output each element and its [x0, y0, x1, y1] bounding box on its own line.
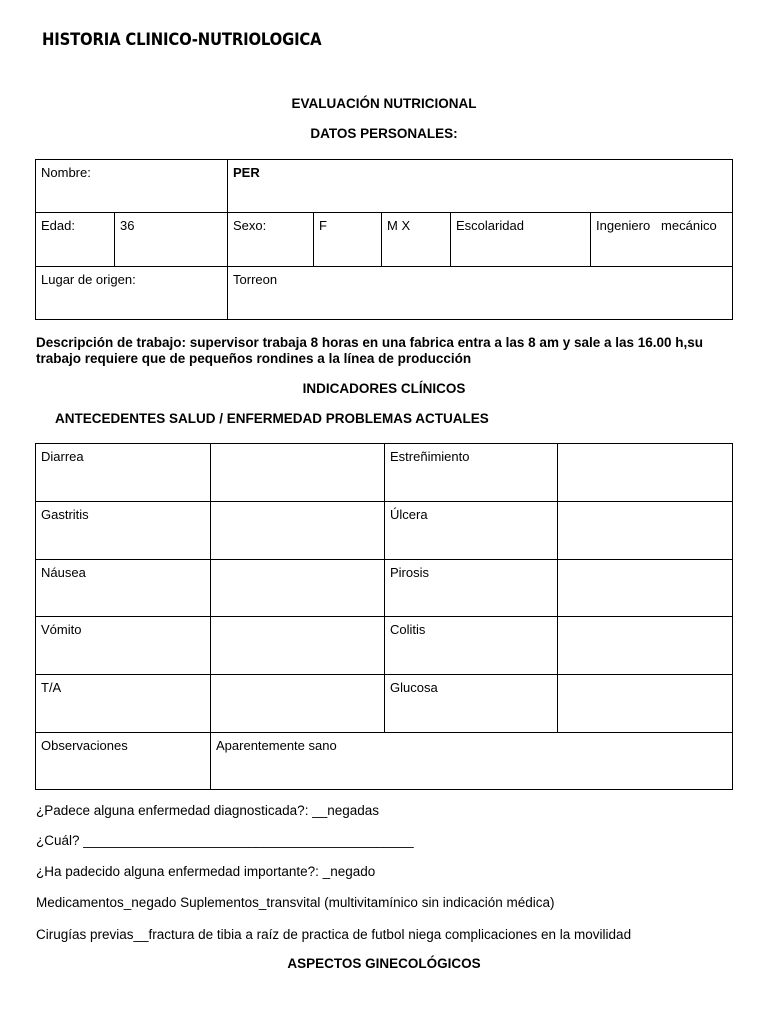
- indicator-label: Úlcera: [385, 502, 558, 560]
- table-row: [36, 675, 733, 733]
- edad-value: 36: [115, 213, 228, 267]
- indicator-value: [558, 502, 733, 560]
- indicator-label: Náusea: [36, 560, 211, 617]
- lugar-origen-label: Lugar de origen:: [36, 267, 228, 320]
- nombre-label: Nombre:: [36, 160, 228, 213]
- indicator-value: [211, 502, 385, 560]
- indicator-label: T/A: [36, 675, 211, 733]
- indicator-label: Diarrea: [36, 444, 211, 502]
- question-padece: ¿Padece alguna enfermedad diagnosticada?: __negadas: [36, 803, 380, 818]
- indicator-label: Gastritis: [36, 502, 211, 560]
- indicator-label: Colitis: [385, 617, 558, 675]
- question-cual: ¿Cuál? ____________________________________________: [36, 833, 414, 848]
- indicator-value: [211, 617, 385, 675]
- escolaridad-label: Escolaridad: [451, 213, 591, 267]
- indicator-value: [558, 617, 733, 675]
- nombre-value: PER: [228, 160, 733, 213]
- indicator-value: [558, 675, 733, 733]
- heading-indicadores-clinicos: INDICADORES CLÍNICOS: [302, 381, 466, 396]
- edad-label: Edad:: [36, 213, 115, 267]
- sexo-label: Sexo:: [228, 213, 314, 267]
- indicator-value: [558, 560, 733, 617]
- indicator-value: [211, 675, 385, 733]
- document-title: HISTORIA CLINICO-NUTRIOLOGICA: [42, 30, 322, 49]
- medicamentos-suplementos: Medicamentos_negado Suplementos_transvital (multivitamínico sin indicación médica): [36, 895, 555, 910]
- heading-antecedentes: ANTECEDENTES SALUD / ENFERMEDAD PROBLEMAS ACTUALES: [55, 411, 489, 426]
- indicator-label: Pirosis: [385, 560, 558, 617]
- table-row: [36, 444, 733, 502]
- cirugias-previas: Cirugías previas__fractura de tibia a raíz de practica de futbol niega complicaciones en la movilidad: [36, 927, 632, 942]
- indicator-value: [211, 444, 385, 502]
- personal-data-table: [35, 159, 733, 320]
- sexo-f: F: [314, 213, 382, 267]
- indicator-label: Estreñimiento: [385, 444, 558, 502]
- observaciones-value: Aparentemente sano: [211, 733, 733, 790]
- indicator-value: [558, 444, 733, 502]
- heading-evaluacion-nutricional: EVALUACIÓN NUTRICIONAL: [291, 96, 477, 111]
- heading-aspectos-ginecologicos: ASPECTOS GINECOLÓGICOS: [287, 956, 481, 971]
- indicator-label: Vómito: [36, 617, 211, 675]
- indicator-value: [211, 560, 385, 617]
- lugar-origen-value: Torreon: [228, 267, 733, 320]
- descripcion-trabajo: Descripción de trabajo: supervisor trabaja 8 horas en una fabrica entra a las 8 am y sale a las 16.00 h,su trabajo requiere que de pequeños rondines a la línea de producción: [36, 335, 704, 366]
- heading-datos-personales: DATOS PERSONALES:: [310, 126, 458, 141]
- question-padecido: ¿Ha padecido alguna enfermedad importante?: _negado: [36, 864, 376, 879]
- escolaridad-value: Ingeniero mecánico: [591, 213, 733, 267]
- observaciones-label: Observaciones: [36, 733, 211, 790]
- table-row: [36, 502, 733, 560]
- table-row: [36, 560, 733, 617]
- indicator-label: Glucosa: [385, 675, 558, 733]
- table-row: [36, 733, 733, 790]
- table-row: [36, 617, 733, 675]
- sexo-m: M X: [382, 213, 451, 267]
- clinical-indicators-table: [35, 443, 733, 790]
